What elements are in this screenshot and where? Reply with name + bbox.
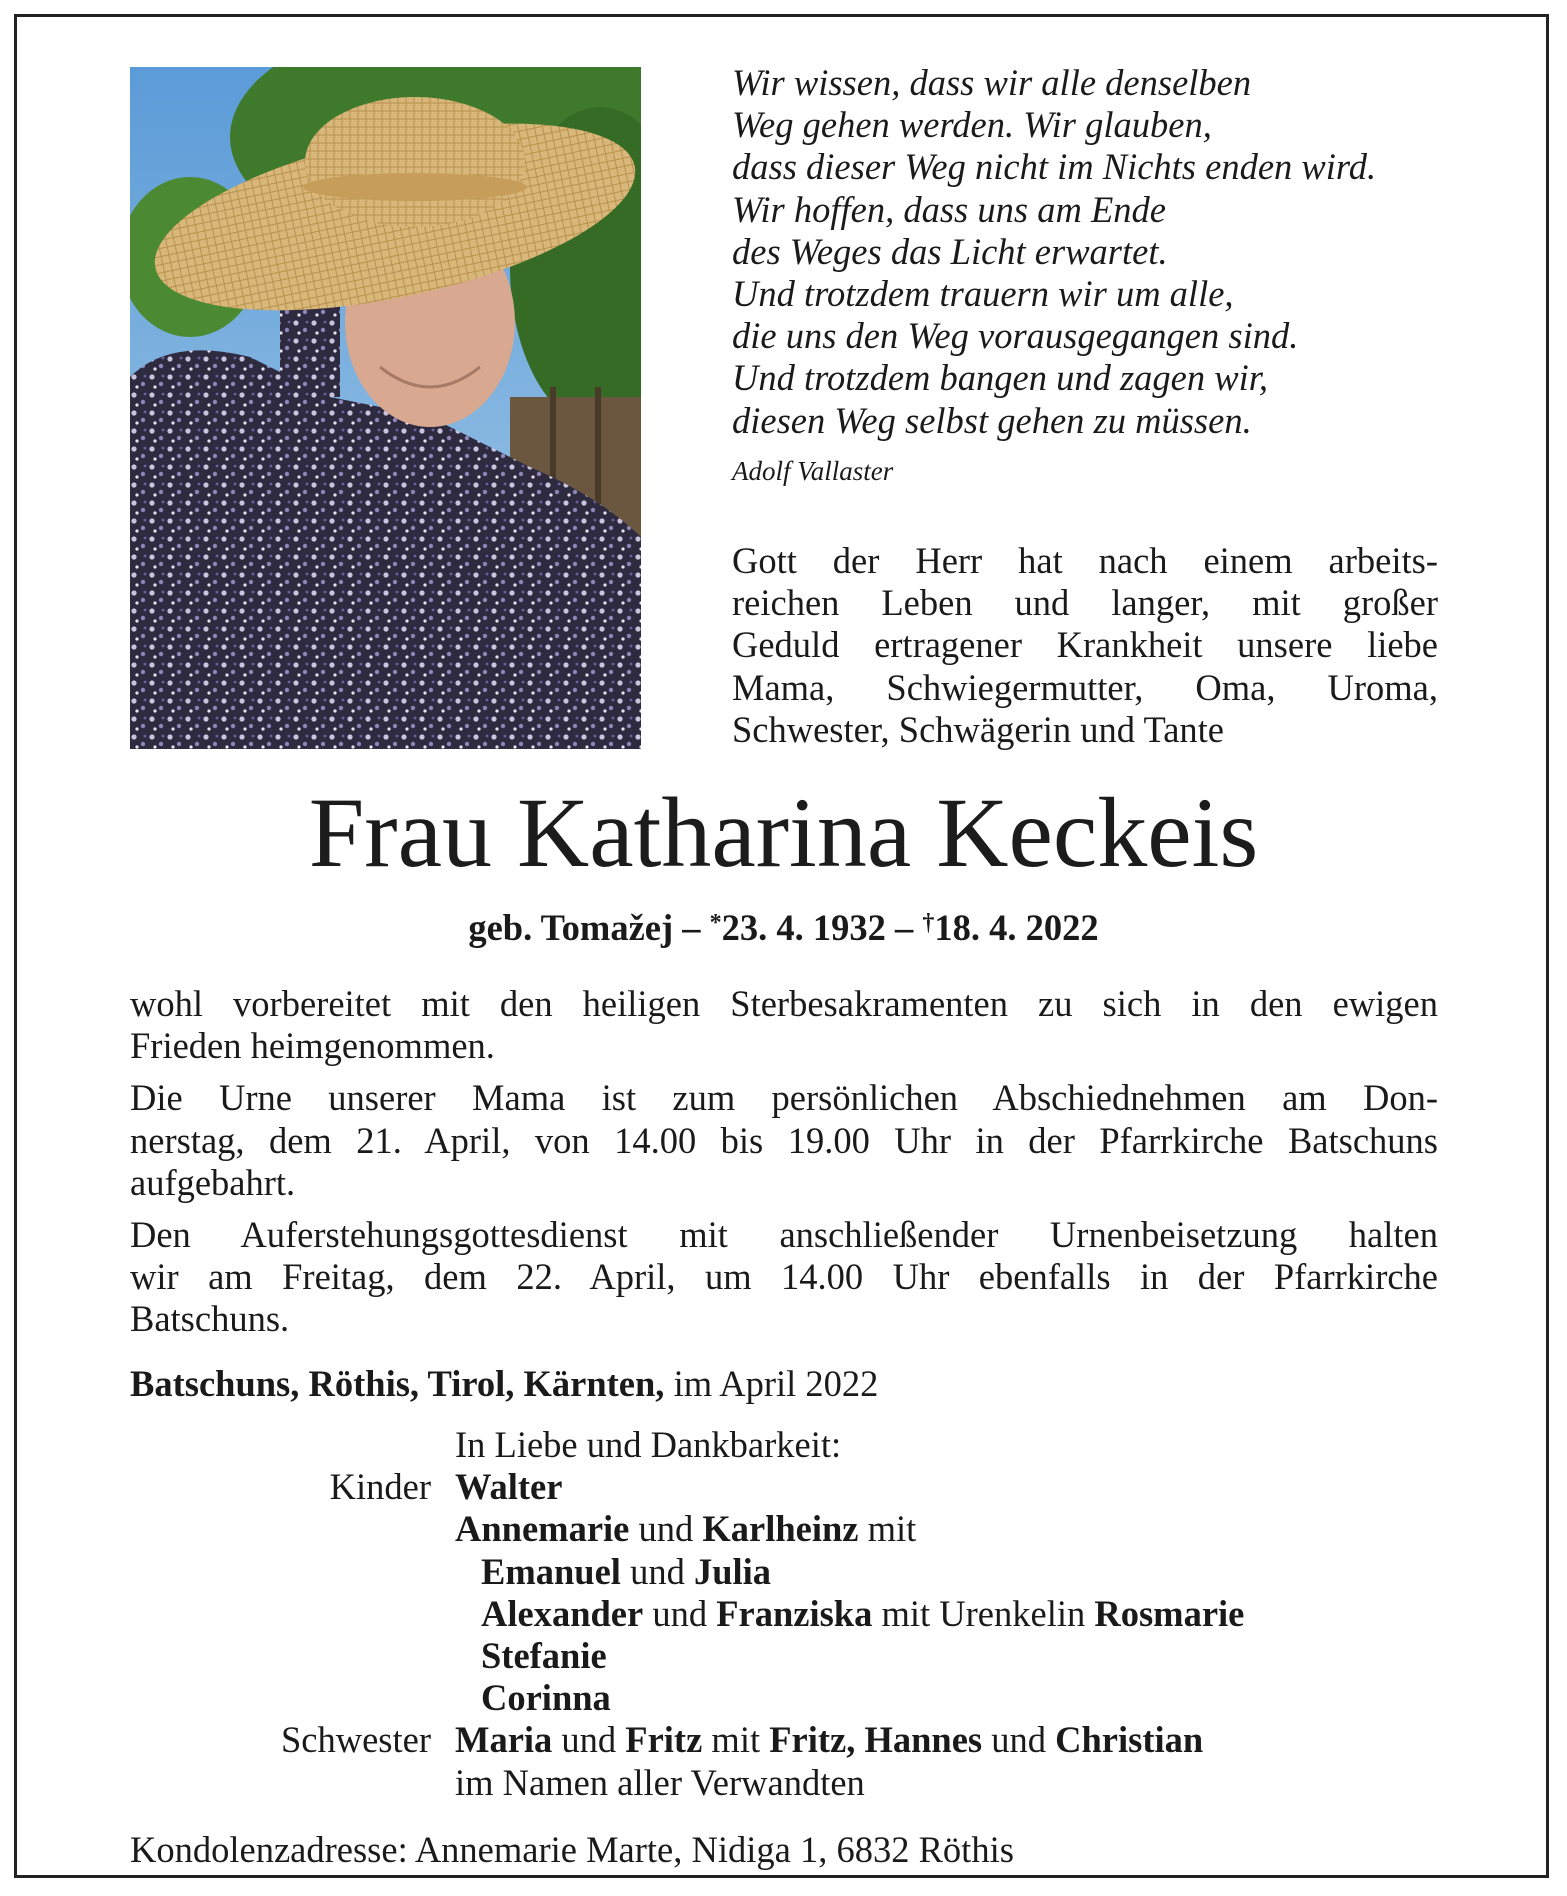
intro-line: Gott der Herr hat nach einem arbeits- — [732, 540, 1438, 581]
poem-line: Und trotzdem trauern wir um alle, — [732, 273, 1234, 315]
intro-text — [732, 540, 1438, 751]
announcement-body — [130, 983, 1438, 1351]
poem-line: Und trotzdem bangen und zagen wir, — [732, 357, 1269, 399]
connector: und — [652, 1592, 708, 1634]
connector: und — [630, 1550, 685, 1592]
poem-line: des Weges das Licht erwartet. — [732, 230, 1168, 272]
birth-name: geb. Tomažej — [468, 907, 674, 948]
place-date-line — [130, 1362, 878, 1405]
poem-line: Wir hoffen, dass uns am Ende — [732, 188, 1166, 230]
family-name: Fritz — [625, 1719, 703, 1761]
poem-author: Adolf Vallaster — [732, 456, 894, 486]
poem-line: dass dieser Weg nicht im Nichts enden wird. — [732, 146, 1377, 188]
family-name: Karlheinz — [702, 1508, 859, 1550]
family-row — [130, 1424, 1450, 1466]
intro-line: Geduld ertragener Krankheit unsere liebe — [732, 624, 1438, 666]
poem-line: die uns den Weg vorausgegangen sind. — [732, 315, 1299, 357]
paragraph-line: nerstag, dem 21. April, von 14.00 bis 19.00 Uhr in der Pfarrkirche Batschuns — [130, 1119, 1438, 1161]
family-name: Fritz, Hannes — [769, 1719, 983, 1761]
family-row — [130, 1719, 1450, 1761]
paragraph-line: wir am Freitag, dem 22. April, um 14.00 Uhr ebenfalls in der Pfarrkirche — [130, 1256, 1438, 1298]
paragraph-line: aufgebahrt. — [130, 1161, 296, 1203]
family-row — [130, 1635, 1450, 1677]
family-name: Franziska — [716, 1592, 873, 1634]
role-label: Kinder — [329, 1466, 431, 1508]
portrait-photo-icon — [130, 67, 641, 749]
paragraph-line: Die Urne unserer Mama ist zum persönlichen Abschiednehmen am Don- — [130, 1077, 1438, 1119]
poem-line: Weg gehen werden. Wir glauben, — [732, 104, 1212, 146]
family-name: Emanuel — [481, 1550, 621, 1592]
intro-line: reichen Leben und langer, mit großer — [732, 582, 1438, 624]
intro-line: Mama, Schwiegermutter, Oma, Uroma, — [732, 666, 1438, 708]
connector: mit Urenkelin — [881, 1592, 1086, 1634]
month-year: im April 2022 — [673, 1363, 879, 1404]
family-row — [130, 1677, 1450, 1719]
paragraph — [130, 1077, 1438, 1204]
family-row — [130, 1762, 1450, 1804]
condolence-address: Kondolenzadresse: Annemarie Marte, Nidiga 1, 6832 Röthis — [130, 1829, 1014, 1870]
paragraph-line: wohl vorbereitet mit den heiligen Sterbesakramenten zu sich in den ewigen — [130, 983, 1438, 1024]
portrait-photo — [130, 67, 641, 749]
separator: – — [682, 907, 701, 948]
family-row — [130, 1508, 1450, 1550]
poem — [732, 62, 1452, 442]
family-row — [130, 1466, 1450, 1508]
paragraph — [130, 1214, 1438, 1341]
paragraph-line: Batschuns. — [130, 1298, 290, 1340]
family-name: Walter — [455, 1466, 563, 1508]
family-row — [130, 1551, 1450, 1593]
connector: mit — [867, 1508, 917, 1550]
poem-line: diesen Weg selbst gehen zu müssen. — [732, 399, 1252, 441]
family-name: Alexander — [481, 1592, 644, 1634]
birth-death-line — [0, 906, 1567, 949]
family-list — [130, 1424, 1450, 1804]
family-name: Christian — [1055, 1719, 1204, 1761]
relatives-note: im Namen aller Verwandten — [455, 1761, 865, 1803]
paragraph-line: Frieden heimgenommen. — [130, 1025, 495, 1067]
connector: und — [561, 1719, 617, 1761]
connector: und — [991, 1719, 1046, 1761]
family-row — [130, 1593, 1450, 1635]
birth-date: 23. 4. 1932 — [721, 907, 886, 948]
family-name: Corinna — [481, 1677, 611, 1719]
separator: – — [895, 907, 914, 948]
paragraph — [130, 983, 1438, 1067]
paragraph-line: Den Auferstehungsgottesdienst mit anschließender Urnenbeisetzung halten — [130, 1214, 1438, 1256]
connector: und — [638, 1508, 694, 1550]
poem-line: Wir wissen, dass wir alle denselben — [732, 62, 1252, 103]
connector: mit — [711, 1719, 761, 1761]
death-date: 18. 4. 2022 — [934, 907, 1099, 948]
family-name: Stefanie — [481, 1635, 607, 1677]
birth-symbol: * — [709, 910, 722, 936]
role-label: Schwester — [280, 1719, 431, 1761]
family-name: Maria — [455, 1719, 553, 1761]
intro-line: Schwester, Schwägerin und Tante — [732, 708, 1224, 750]
family-name: Annemarie — [455, 1508, 630, 1550]
locations: Batschuns, Röthis, Tirol, Kärnten, — [130, 1363, 665, 1404]
family-name: Julia — [693, 1550, 772, 1592]
family-heading: In Liebe und Dankbarkeit: — [455, 1424, 842, 1465]
death-symbol: † — [922, 910, 935, 936]
deceased-name: Frau Katharina Keckeis — [308, 777, 1259, 888]
family-name: Rosmarie — [1094, 1592, 1245, 1634]
